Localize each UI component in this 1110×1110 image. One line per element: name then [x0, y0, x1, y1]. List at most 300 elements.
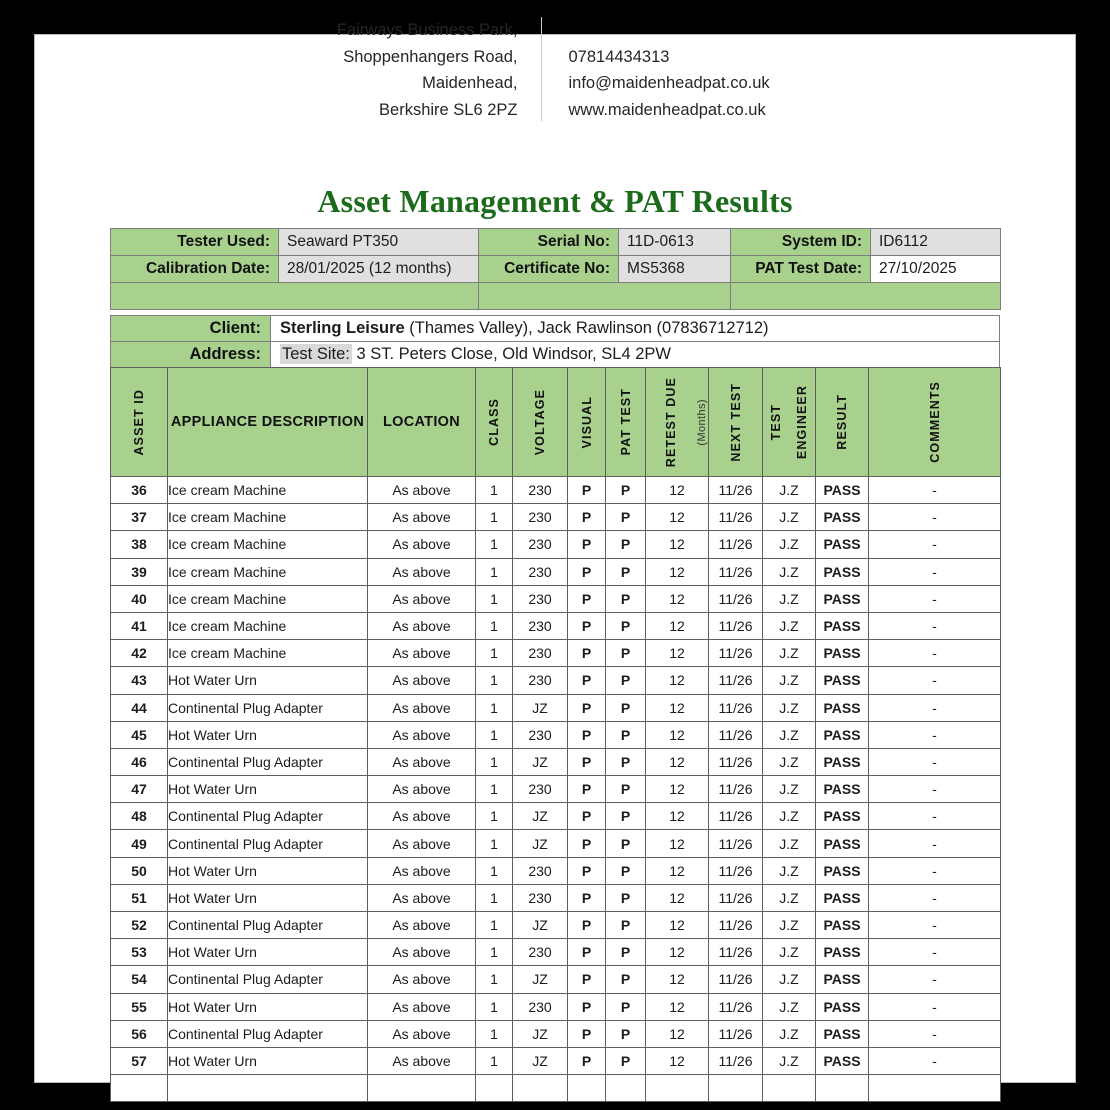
- company-email[interactable]: info@maidenheadpat.co.uk: [568, 74, 770, 93]
- cell-location: As above: [368, 612, 476, 639]
- cell-comments: -: [869, 531, 1001, 558]
- cell-result: PASS: [816, 1020, 869, 1047]
- cell-class: 1: [476, 939, 513, 966]
- cell-result: PASS: [816, 748, 869, 775]
- cell-retest-due: 12: [646, 640, 709, 667]
- cell-appliance-description: Hot Water Urn: [168, 1047, 368, 1074]
- cell-class: 1: [476, 776, 513, 803]
- cell-comments: -: [869, 993, 1001, 1020]
- cell-class: 1: [476, 585, 513, 612]
- cell-location: As above: [368, 993, 476, 1020]
- cell-pat-test: P: [606, 939, 646, 966]
- cell-comments: -: [869, 585, 1001, 612]
- column-header-voltage[interactable]: [513, 368, 568, 477]
- cell-voltage: 230: [513, 776, 568, 803]
- cell-next-test: 11/26: [709, 612, 763, 639]
- tester-used-label: Tester Used:: [111, 229, 279, 256]
- cell-next-test: 11/26: [709, 803, 763, 830]
- cell-class: 1: [476, 477, 513, 504]
- cell-next-test: 11/26: [709, 585, 763, 612]
- cell-next-test: 11/26: [709, 504, 763, 531]
- partial-cell-location: [368, 1075, 476, 1102]
- partial-cell-retest-due: [646, 1075, 709, 1102]
- column-header-result[interactable]: [816, 368, 869, 477]
- cell-retest-due: 12: [646, 585, 709, 612]
- cell-pat-test: P: [606, 721, 646, 748]
- cell-result: PASS: [816, 966, 869, 993]
- company-address-clipped-line: Fairways Business Park,: [336, 21, 518, 39]
- table-row[interactable]: [111, 667, 1001, 694]
- cell-result: PASS: [816, 585, 869, 612]
- cell-visual: P: [568, 884, 606, 911]
- cell-voltage: 230: [513, 640, 568, 667]
- cell-comments: -: [869, 612, 1001, 639]
- cell-voltage: JZ: [513, 912, 568, 939]
- cell-comments: -: [869, 504, 1001, 531]
- cell-voltage: JZ: [513, 748, 568, 775]
- cell-asset-id: 48: [111, 803, 168, 830]
- cell-asset-id: 53: [111, 939, 168, 966]
- cell-test-engineer: J.Z: [763, 1020, 816, 1047]
- cell-class: 1: [476, 1020, 513, 1047]
- pat-test-date-value[interactable]: 27/10/2025: [871, 256, 1001, 283]
- cell-next-test: 11/26: [709, 939, 763, 966]
- table-row[interactable]: [111, 857, 1001, 884]
- cell-comments: -: [869, 1020, 1001, 1047]
- cell-appliance-description: Continental Plug Adapter: [168, 1020, 368, 1047]
- calibration-date-value[interactable]: 28/01/2025 (12 months): [279, 256, 479, 283]
- test-engineer-wrap: [763, 370, 815, 474]
- table-row[interactable]: [111, 748, 1001, 775]
- cell-retest-due: 12: [646, 830, 709, 857]
- column-header-retest-due[interactable]: [646, 368, 709, 477]
- cell-test-engineer: J.Z: [763, 477, 816, 504]
- cell-test-engineer: J.Z: [763, 884, 816, 911]
- cell-location: As above: [368, 939, 476, 966]
- class-wrap: [476, 370, 512, 474]
- cell-pat-test: P: [606, 477, 646, 504]
- table-row: [111, 256, 1001, 283]
- cell-pat-test: P: [606, 1047, 646, 1074]
- cell-voltage: 230: [513, 585, 568, 612]
- class-label: CLASS: [487, 398, 501, 446]
- cell-retest-due: 12: [646, 558, 709, 585]
- cell-next-test: 11/26: [709, 993, 763, 1020]
- cell-asset-id: 45: [111, 721, 168, 748]
- cell-visual: P: [568, 966, 606, 993]
- cell-test-engineer: J.Z: [763, 694, 816, 721]
- cell-asset-id: 38: [111, 531, 168, 558]
- cell-class: 1: [476, 884, 513, 911]
- cell-location: As above: [368, 912, 476, 939]
- cell-appliance-description: Continental Plug Adapter: [168, 912, 368, 939]
- cell-test-engineer: J.Z: [763, 1047, 816, 1074]
- column-header-next-test[interactable]: [709, 368, 763, 477]
- visual-wrap: [568, 370, 605, 474]
- company-contact-block: [542, 17, 914, 124]
- test-site-tag: Test Site:: [282, 345, 350, 363]
- cell-asset-id: 46: [111, 748, 168, 775]
- cell-voltage: JZ: [513, 694, 568, 721]
- cell-location: As above: [368, 1020, 476, 1047]
- cell-asset-id: 37: [111, 504, 168, 531]
- partial-cell-result: [816, 1075, 869, 1102]
- company-address-line-1: Shoppenhangers Road,: [343, 47, 518, 66]
- cell-test-engineer: J.Z: [763, 504, 816, 531]
- cell-visual: P: [568, 531, 606, 558]
- cell-class: 1: [476, 966, 513, 993]
- cell-location: As above: [368, 585, 476, 612]
- table-row[interactable]: [111, 504, 1001, 531]
- cell-voltage: 230: [513, 558, 568, 585]
- cell-retest-due: 12: [646, 721, 709, 748]
- cell-comments: -: [869, 803, 1001, 830]
- cell-pat-test: P: [606, 966, 646, 993]
- cell-appliance-description: Ice cream Machine: [168, 558, 368, 585]
- tester-used-value[interactable]: Seaward PT350: [279, 229, 479, 256]
- cell-pat-test: P: [606, 667, 646, 694]
- cell-asset-id: 55: [111, 993, 168, 1020]
- cell-appliance-description: Hot Water Urn: [168, 857, 368, 884]
- cell-voltage: JZ: [513, 830, 568, 857]
- cell-class: 1: [476, 612, 513, 639]
- cell-appliance-description: Hot Water Urn: [168, 776, 368, 803]
- cell-pat-test: P: [606, 776, 646, 803]
- cell-comments: -: [869, 748, 1001, 775]
- cell-voltage: 230: [513, 531, 568, 558]
- column-header-test-engineer[interactable]: [763, 368, 816, 477]
- cell-location: As above: [368, 504, 476, 531]
- table-row[interactable]: [111, 803, 1001, 830]
- table-row: [111, 342, 1000, 368]
- cell-test-engineer: J.Z: [763, 531, 816, 558]
- cell-result: PASS: [816, 857, 869, 884]
- cell-result: PASS: [816, 504, 869, 531]
- cell-pat-test: P: [606, 748, 646, 775]
- cell-test-engineer: J.Z: [763, 585, 816, 612]
- cell-pat-test: P: [606, 558, 646, 585]
- cell-next-test: 11/26: [709, 531, 763, 558]
- cell-next-test: 11/26: [709, 748, 763, 775]
- cell-class: 1: [476, 667, 513, 694]
- spacer-cell-mid: [479, 283, 731, 310]
- cell-result: PASS: [816, 830, 869, 857]
- cell-visual: P: [568, 558, 606, 585]
- cell-result: PASS: [816, 640, 869, 667]
- cell-result: PASS: [816, 531, 869, 558]
- cell-result: PASS: [816, 939, 869, 966]
- cell-retest-due: 12: [646, 1047, 709, 1074]
- cell-visual: P: [568, 857, 606, 884]
- cell-result: PASS: [816, 803, 869, 830]
- cell-comments: -: [869, 694, 1001, 721]
- company-phone: 07814434313: [568, 47, 670, 66]
- cell-visual: P: [568, 993, 606, 1020]
- cell-visual: P: [568, 1020, 606, 1047]
- cell-retest-due: 12: [646, 993, 709, 1020]
- cell-class: 1: [476, 830, 513, 857]
- cell-result: PASS: [816, 667, 869, 694]
- tester-info-table: [110, 228, 1001, 315]
- cell-result: PASS: [816, 884, 869, 911]
- cell-visual: P: [568, 803, 606, 830]
- cell-result: PASS: [816, 1047, 869, 1074]
- cell-visual: P: [568, 504, 606, 531]
- company-address-block: [197, 17, 542, 121]
- table-row[interactable]: [111, 640, 1001, 667]
- system-id-value[interactable]: ID6112: [871, 229, 1001, 256]
- appliance-description-label: APPLIANCE DESCRIPTION: [170, 414, 365, 430]
- cell-visual: P: [568, 1047, 606, 1074]
- cell-class: 1: [476, 721, 513, 748]
- cell-next-test: 11/26: [709, 966, 763, 993]
- certificate-no-label: Certificate No:: [479, 256, 619, 283]
- asset-id-label: ASSET ID: [132, 388, 146, 456]
- cell-class: 1: [476, 993, 513, 1020]
- partial-cell-class: [476, 1075, 513, 1102]
- address-value[interactable]: [271, 342, 1000, 368]
- cell-location: As above: [368, 748, 476, 775]
- client-contact-rest: (Thames Valley), Jack Rawlinson (07836712712): [404, 319, 769, 337]
- cell-asset-id: 50: [111, 857, 168, 884]
- cell-location: As above: [368, 830, 476, 857]
- column-header-appliance-description[interactable]: [168, 368, 368, 477]
- table-row[interactable]: [111, 776, 1001, 803]
- test-engineer-label-1: TEST: [769, 403, 783, 441]
- table-row: [111, 316, 1000, 342]
- cell-asset-id: 43: [111, 667, 168, 694]
- cell-retest-due: 12: [646, 912, 709, 939]
- cell-asset-id: 39: [111, 558, 168, 585]
- client-value[interactable]: [271, 316, 1000, 342]
- cell-visual: P: [568, 477, 606, 504]
- cell-result: PASS: [816, 912, 869, 939]
- cell-voltage: 230: [513, 857, 568, 884]
- column-header-pat-test[interactable]: [606, 368, 646, 477]
- cell-asset-id: 52: [111, 912, 168, 939]
- cell-pat-test: P: [606, 884, 646, 911]
- retest-due-sublabel: (Months): [696, 398, 708, 446]
- cell-asset-id: 51: [111, 884, 168, 911]
- cell-voltage: JZ: [513, 803, 568, 830]
- retest-due-wrap: [646, 370, 708, 474]
- cell-asset-id: 57: [111, 1047, 168, 1074]
- cell-appliance-description: Hot Water Urn: [168, 721, 368, 748]
- cell-test-engineer: J.Z: [763, 993, 816, 1020]
- certificate-no-value[interactable]: MS5368: [619, 256, 731, 283]
- cell-next-test: 11/26: [709, 776, 763, 803]
- cell-comments: -: [869, 939, 1001, 966]
- cell-test-engineer: J.Z: [763, 667, 816, 694]
- cell-appliance-description: Hot Water Urn: [168, 939, 368, 966]
- column-header-location[interactable]: [368, 368, 476, 477]
- cell-retest-due: 12: [646, 939, 709, 966]
- table-row[interactable]: [111, 884, 1001, 911]
- table-row[interactable]: [111, 694, 1001, 721]
- voltage-wrap: [513, 370, 567, 474]
- cell-comments: -: [869, 966, 1001, 993]
- cell-pat-test: P: [606, 531, 646, 558]
- cell-voltage: 230: [513, 667, 568, 694]
- table-row[interactable]: [111, 721, 1001, 748]
- letterhead: [35, 17, 1075, 124]
- cell-visual: P: [568, 640, 606, 667]
- cell-class: 1: [476, 748, 513, 775]
- cell-comments: -: [869, 776, 1001, 803]
- cell-pat-test: P: [606, 803, 646, 830]
- client-label: Client:: [111, 316, 271, 342]
- cell-class: 1: [476, 803, 513, 830]
- next-test-wrap: [709, 370, 762, 474]
- cell-voltage: 230: [513, 612, 568, 639]
- cell-asset-id: 41: [111, 612, 168, 639]
- cell-pat-test: P: [606, 585, 646, 612]
- cell-test-engineer: J.Z: [763, 966, 816, 993]
- table-row[interactable]: [111, 612, 1001, 639]
- cell-location: As above: [368, 477, 476, 504]
- partial-cell-asset-id: [111, 1075, 168, 1102]
- cell-location: As above: [368, 966, 476, 993]
- table-row[interactable]: [111, 993, 1001, 1020]
- cell-visual: P: [568, 721, 606, 748]
- client-info-table: [110, 315, 1000, 368]
- cell-test-engineer: J.Z: [763, 776, 816, 803]
- cell-comments: -: [869, 912, 1001, 939]
- cell-pat-test: P: [606, 857, 646, 884]
- spacer-cell-right: [731, 283, 1001, 310]
- pat-test-wrap: [606, 370, 645, 474]
- cell-pat-test: P: [606, 1020, 646, 1047]
- table-row[interactable]: [111, 939, 1001, 966]
- cell-class: 1: [476, 531, 513, 558]
- cell-location: As above: [368, 884, 476, 911]
- cell-class: 1: [476, 558, 513, 585]
- cell-appliance-description: Hot Water Urn: [168, 993, 368, 1020]
- cell-next-test: 11/26: [709, 477, 763, 504]
- cell-retest-due: 12: [646, 667, 709, 694]
- cell-location: As above: [368, 531, 476, 558]
- cell-comments: -: [869, 640, 1001, 667]
- cell-test-engineer: J.Z: [763, 803, 816, 830]
- cell-retest-due: 12: [646, 748, 709, 775]
- cell-result: PASS: [816, 558, 869, 585]
- address-label: Address:: [111, 342, 271, 368]
- cell-test-engineer: J.Z: [763, 748, 816, 775]
- table-row[interactable]: [111, 966, 1001, 993]
- cell-test-engineer: J.Z: [763, 558, 816, 585]
- serial-no-value[interactable]: 11D-0613: [619, 229, 731, 256]
- cell-pat-test: P: [606, 830, 646, 857]
- cell-retest-due: 12: [646, 1020, 709, 1047]
- table-row[interactable]: [111, 477, 1001, 504]
- cell-appliance-description: Ice cream Machine: [168, 504, 368, 531]
- table-row[interactable]: [111, 585, 1001, 612]
- table-row[interactable]: [111, 912, 1001, 939]
- cell-asset-id: 44: [111, 694, 168, 721]
- pat-test-label: PAT TEST: [618, 388, 633, 456]
- cell-pat-test: P: [606, 694, 646, 721]
- table-row[interactable]: [111, 1020, 1001, 1047]
- cell-location: As above: [368, 640, 476, 667]
- partial-cell-appliance-description: [168, 1075, 368, 1102]
- cell-pat-test: P: [606, 912, 646, 939]
- cell-next-test: 11/26: [709, 857, 763, 884]
- cell-asset-id: 49: [111, 830, 168, 857]
- cell-voltage: JZ: [513, 966, 568, 993]
- cell-location: As above: [368, 857, 476, 884]
- cell-appliance-description: Continental Plug Adapter: [168, 830, 368, 857]
- cell-voltage: 230: [513, 993, 568, 1020]
- cell-next-test: 11/26: [709, 830, 763, 857]
- cell-comments: -: [869, 558, 1001, 585]
- cell-class: 1: [476, 857, 513, 884]
- cell-test-engineer: J.Z: [763, 939, 816, 966]
- cell-appliance-description: Continental Plug Adapter: [168, 803, 368, 830]
- client-name: Sterling Leisure: [280, 319, 405, 337]
- column-header-class[interactable]: [476, 368, 513, 477]
- column-header-asset-id[interactable]: [111, 368, 168, 477]
- cell-appliance-description: Continental Plug Adapter: [168, 966, 368, 993]
- cell-asset-id: 56: [111, 1020, 168, 1047]
- cell-class: 1: [476, 694, 513, 721]
- visual-label: VISUAL: [579, 395, 594, 449]
- cell-appliance-description: Continental Plug Adapter: [168, 748, 368, 775]
- cell-appliance-description: Ice cream Machine: [168, 477, 368, 504]
- cell-location: As above: [368, 721, 476, 748]
- cell-next-test: 11/26: [709, 640, 763, 667]
- result-wrap: [816, 370, 868, 474]
- column-header-visual[interactable]: [568, 368, 606, 477]
- cell-location: As above: [368, 694, 476, 721]
- table-header-row: [111, 368, 1001, 477]
- table-row[interactable]: [111, 1047, 1001, 1074]
- cell-location: As above: [368, 1047, 476, 1074]
- cell-visual: P: [568, 612, 606, 639]
- table-row[interactable]: [111, 558, 1001, 585]
- cell-retest-due: 12: [646, 612, 709, 639]
- cell-appliance-description: Ice cream Machine: [168, 612, 368, 639]
- cell-result: PASS: [816, 694, 869, 721]
- cell-next-test: 11/26: [709, 884, 763, 911]
- cell-next-test: 11/26: [709, 912, 763, 939]
- cell-class: 1: [476, 504, 513, 531]
- cell-visual: P: [568, 830, 606, 857]
- serial-no-label: Serial No:: [479, 229, 619, 256]
- cell-comments: -: [869, 477, 1001, 504]
- cell-pat-test: P: [606, 612, 646, 639]
- company-website[interactable]: www.maidenheadpat.co.uk: [568, 101, 766, 120]
- cell-asset-id: 54: [111, 966, 168, 993]
- cell-test-engineer: J.Z: [763, 912, 816, 939]
- pat-results-table: [110, 367, 1001, 1102]
- table-row[interactable]: [111, 531, 1001, 558]
- cell-result: PASS: [816, 477, 869, 504]
- cell-next-test: 11/26: [709, 1047, 763, 1074]
- cell-result: PASS: [816, 993, 869, 1020]
- cell-voltage: 230: [513, 884, 568, 911]
- partial-cell-next-test: [709, 1075, 763, 1102]
- cell-appliance-description: Ice cream Machine: [168, 640, 368, 667]
- cell-retest-due: 12: [646, 776, 709, 803]
- cell-test-engineer: J.Z: [763, 830, 816, 857]
- table-row[interactable]: [111, 830, 1001, 857]
- column-header-comments[interactable]: [869, 368, 1001, 477]
- voltage-label: VOLTAGE: [533, 388, 547, 456]
- cell-voltage: 230: [513, 939, 568, 966]
- cell-test-engineer: J.Z: [763, 721, 816, 748]
- cell-pat-test: P: [606, 640, 646, 667]
- cell-voltage: JZ: [513, 1020, 568, 1047]
